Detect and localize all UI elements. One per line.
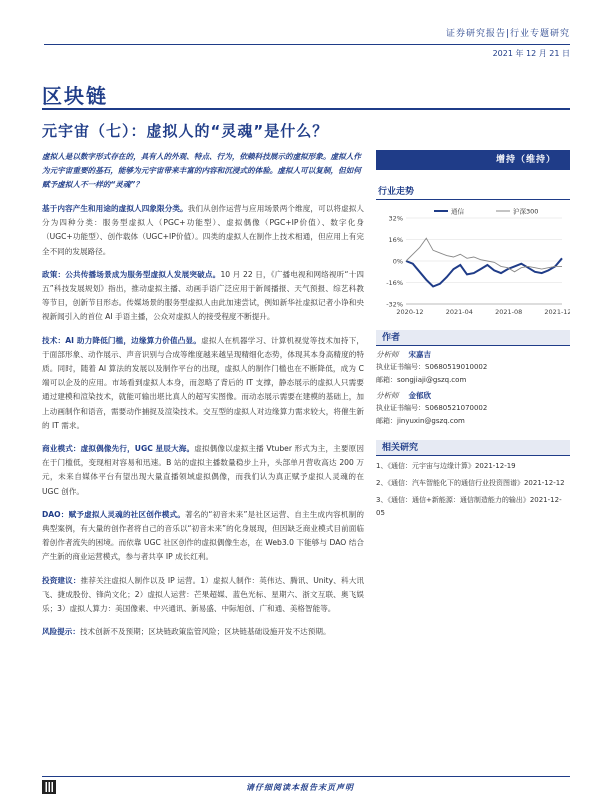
legend-label: 沪深300 [513,207,539,216]
related-report-link[interactable]: 2、《通信：汽车智能化下的通信行业投资图谱》2021-12-12 [376,479,565,487]
email-label: 邮箱： [376,376,397,384]
paragraph-text: 技术创新不及预期；区块链政策监管风险；区块链基础设施开发不达预期。 [79,627,331,637]
y-tick-label: -32% [386,300,403,309]
paragraph [42,268,364,325]
x-tick-label: 2021-04 [445,308,473,316]
industry-name: 区块链 [42,84,108,108]
analyst-card [376,348,570,387]
analyst-card [376,389,570,428]
y-tick-label: 0% [392,257,403,266]
trend-chart-svg [376,204,570,322]
related-report-link[interactable]: 1、《通信：元宇宙与边缘计算》2021-12-19 [376,462,516,470]
header-rule [44,44,570,45]
paragraph-list [42,202,364,639]
analyst-name: 金郁欣 [408,391,431,400]
report-body [42,150,364,648]
x-tick-label: 2021-12 [544,308,570,316]
paragraph [42,202,364,259]
paragraph-text: 虚拟偶像以虚拟主播 Vtuber 形式为主，主要原因在于门槛低，变现相对容易和迅速。B 站的虚拟主播数量稳步上升，头部单月营收高达 200 万元，未来自媒体平台有望出现大量直播领域虚拟偶像，而我们认为真正赋予虚拟人灵魂的在 UGC 创作。 [42,444,364,496]
paragraph-text: 虚拟人在机器学习、计算机视觉等技术加持下，于面部形象、动作展示、声音识别与合成等维度越来越呈现精细化态势，体现其本身高精度的特质。同时，随着 AI 算法的发展以及制作平台的出现，虚拟人的制作门槛也在不断降低，成为 C 端可以企及的应用。市场看到虚拟人本身，而忽略了背后的 IT 支撑，静态展示的虚拟人只需要通过建模和渲染技术，就能可输出堪比真人的超写实图像。而动态展示需要在建模的基础上，加上动画制作和语音，需要动作捕捉及渲染技术。交互型的虚拟人对边缘算力需求较大，将催生新的 IT 需求。 [42,335,364,430]
trend-title: 行业走势 [376,184,570,200]
report-header [0,0,600,64]
footer-rule [42,776,570,777]
report-type: 证券研究报告|行业专题研究 [445,29,570,39]
related-list [376,460,570,520]
rating-badge: 增持（维持） [376,150,570,170]
related-title: 相关研究 [376,440,570,456]
y-tick-label: 32% [388,214,403,223]
paragraph-heading: 风险提示： [42,627,80,637]
summary: 虚拟人是以数字形式存在的，具有人的外观、特点、行为，依赖科技展示的虚拟形象。虚拟人作为元宇宙重要的基石，能够为元宇宙带来丰富的内容和沉浸式的体验。虚拟人可以复制，但如何赋予虚拟人不一样的“灵魂”？ [42,152,361,189]
y-tick-label: 16% [388,236,403,244]
cert-number: S0680521070002 [425,404,488,412]
related-report-link[interactable]: 3、《通信：通信+新能源：通信制造能力的输出》2021-12-05 [376,496,562,517]
paragraph-text: 著名的“初音未来”是社区运营、自主生成内容机制的典型案例，有大量的创作者将自己的音乐以“初音未来”的化身展现，但因缺乏商业模式目前面临着创作者流失的困境。而依靠 UGC 社区创作的虚拟偶像生态，在 Web3.0 下能够与 DAO 结合产生新的商业运营模式，参与者共享 IP 成长红利。 [42,509,364,562]
y-tick-label: -16% [386,279,403,287]
email-label: 邮箱： [376,417,397,425]
sidebar [376,150,570,520]
analyst-email[interactable]: songjiaji@gszq.com [397,376,467,384]
paragraph [42,508,364,565]
cert-number: S0680519010002 [425,363,488,371]
industry-rule [42,108,570,110]
page-title: 元宇宙（七）：虚拟人的“灵魂”是什么？ [42,122,329,140]
x-tick-label: 2020-12 [396,308,424,316]
paragraph-heading: 基于内容产生和用途的虚拟人四象限分类。 [42,204,188,213]
paragraph [42,334,364,433]
paragraph-text: 推荐关注虚拟人制作以及 IP 运营。1）虚拟人制作：英伟达、腾讯、Unity、科大讯飞、捷成股份、锋尚文化；2）虚拟人运营：芒果超媒、蓝色光标、星期六、浙文互联、奥飞娱乐；3）虚拟人算力：美国像素、中兴通讯、新易盛、中际旭创、广和通、美格智能等。 [42,575,364,614]
analyst-title: 作者 [376,330,570,346]
paragraph-text: 我们从创作运营与应用场景两个维度，可以将虚拟人分为四种分类：服务型虚拟人（PGC+功能型）、虚拟偶像（PGC+IP价值）、数字化身（UGC+功能型）、创作载体（UGC+IP价值）。四类的虚拟人在制作上技术相通，但应用上有完全不同的发展路径。 [42,204,364,256]
paragraph [42,574,364,617]
paragraph-heading: 政策：公共传播场景成为服务型虚拟人发展突破点。 [42,269,221,279]
footer-disclaimer: 请仔细阅读本报告末页声明 [246,783,354,792]
report-date: 2021 年 12 月 21 日 [492,49,570,58]
paragraph-heading: DAO：赋予虚拟人灵魂的社区创作模式。 [42,509,186,519]
paragraph-heading: 商业模式：虚拟偶像先行，UGC 星辰大海。 [42,444,195,454]
x-tick-label: 2021-08 [495,308,523,316]
analyst-list [376,348,570,428]
analyst-role: 分析师 [376,350,399,359]
paragraph-heading: 投资建议： [42,575,81,585]
paragraph [42,625,364,639]
cert-label: 执业证书编号： [376,363,425,371]
analyst-name: 宋嘉吉 [408,350,431,359]
trend-chart [376,204,570,322]
cert-label: 执业证书编号： [376,404,425,412]
paragraph [42,442,364,499]
analyst-role: 分析师 [376,391,399,400]
paragraph-heading: 技术：AI 助力降低门槛，边缘算力价值凸显。 [42,335,202,345]
legend-label: 通信 [451,207,464,216]
analyst-email[interactable]: jinyuxin@gszq.com [397,417,465,425]
paragraph-text: 10 月 22 日，《广播电视和网络视听“十四五”科技发展规划》指出，推动虚拟主播、动画手语广泛应用于新闻播报、天气预报、综艺科教等节目，创新节目形态。传媒场景的服务型虚拟人由此加速尝试，例如新华社虚拟记者小诤和央视新闻引入的首位 AI 手语主播，公众对虚拟人的接受程度不断提升。 [42,269,364,322]
